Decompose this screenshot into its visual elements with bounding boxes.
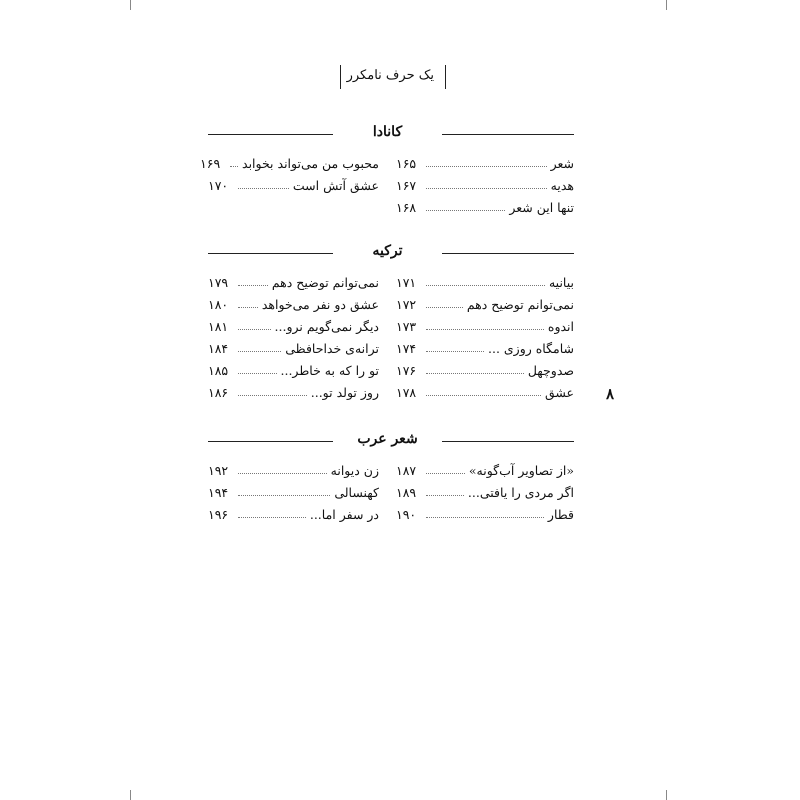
toc-entry [396, 153, 574, 171]
entry-title: عشق آتش است [292, 178, 379, 193]
dot-leader [238, 517, 306, 518]
section-title: کانادا [372, 124, 403, 140]
entry-page: ۱۷۳ [396, 319, 417, 334]
entry-page: ۱۶۹ [200, 156, 221, 171]
crop-mark [130, 0, 131, 10]
toc-entry [396, 316, 574, 334]
entry-title: «از تصاویر آب‌گونه» [468, 463, 574, 478]
entry-page: ۱۸۵ [208, 363, 229, 378]
toc-entry [200, 153, 379, 171]
heading-rule [208, 134, 333, 135]
toc-entry [396, 460, 574, 478]
dot-leader [238, 495, 330, 496]
heading-rule [208, 253, 333, 254]
entry-title: عشق دو نفر می‌خواهد [261, 297, 379, 312]
entry-title: تنها این شعر [509, 200, 574, 215]
section-heading [208, 124, 574, 144]
dot-leader [426, 188, 547, 189]
book-title: یک حرف نامکرر [346, 68, 434, 83]
dot-leader [426, 473, 465, 474]
crop-mark [666, 0, 667, 10]
toc-entry [208, 482, 379, 500]
dot-leader [426, 329, 544, 330]
crop-mark [666, 790, 667, 800]
entry-page: ۱۸۰ [208, 297, 229, 312]
entry-page: ۱۹۴ [208, 485, 229, 500]
entry-title: در سفر اما... [309, 507, 379, 522]
entry-title: قطار [547, 507, 574, 522]
toc-entry [208, 316, 379, 334]
entry-title: ترانه‌ی خداحافظی [285, 341, 379, 356]
toc-entry [396, 338, 574, 356]
entry-page: ۱۸۶ [208, 385, 229, 400]
toc-entry [396, 482, 574, 500]
heading-rule [442, 134, 574, 135]
dot-leader [238, 307, 258, 308]
entry-title: شامگاه روزی ... [488, 341, 574, 356]
entry-title: اندوه [547, 319, 574, 334]
toc-entry [396, 272, 574, 290]
toc-entry [208, 294, 379, 312]
dot-leader [426, 166, 547, 167]
toc-entry [396, 360, 574, 378]
entry-page: ۱۷۴ [396, 341, 417, 356]
toc-entry [396, 382, 574, 400]
toc-entry [208, 338, 379, 356]
header-rule-right [445, 65, 446, 89]
toc-entry [396, 197, 574, 215]
heading-rule [208, 441, 333, 442]
toc-entry [208, 360, 379, 378]
dot-leader [426, 517, 544, 518]
dot-leader [230, 166, 238, 167]
heading-rule [442, 253, 574, 254]
entry-page: ۱۷۸ [396, 385, 417, 400]
entry-page: ۱۸۹ [396, 485, 417, 500]
dot-leader [426, 210, 505, 211]
dot-leader [238, 351, 281, 352]
entry-page: ۱۶۷ [396, 178, 417, 193]
entry-page: ۱۷۱ [396, 275, 417, 290]
crop-mark [130, 790, 131, 800]
toc-entry [208, 175, 379, 193]
header-rule-left [340, 65, 341, 89]
entry-page: ۱۸۴ [208, 341, 229, 356]
toc-entry [396, 504, 574, 522]
dot-leader [426, 495, 464, 496]
entry-page: ۱۶۵ [396, 156, 417, 171]
toc-entry [208, 460, 379, 478]
entry-title: صدوچهل [527, 363, 574, 378]
page-number: ۸ [606, 385, 615, 403]
entry-title: هدیه [550, 178, 574, 193]
entry-page: ۱۷۰ [208, 178, 229, 193]
entry-page: ۱۶۸ [396, 200, 417, 215]
dot-leader [426, 285, 545, 286]
entry-title: روز تولد تو... [310, 385, 379, 400]
entry-title: عشق [544, 385, 574, 400]
entry-title: نمی‌توانم توضیح دهم [466, 297, 574, 312]
entry-title: شعر [550, 156, 574, 171]
entry-title: زن دیوانه [330, 463, 379, 478]
section-title: ترکیه [372, 243, 403, 259]
section-heading [208, 431, 574, 451]
entry-page: ۱۷۶ [396, 363, 417, 378]
dot-leader [238, 329, 271, 330]
toc-entry [208, 504, 379, 522]
entry-title: اگر مردی را یافتی... [467, 485, 574, 500]
section-heading [208, 243, 574, 263]
entry-page: ۱۷۲ [396, 297, 417, 312]
entry-page: ۱۸۷ [396, 463, 417, 478]
entry-page: ۱۸۱ [208, 319, 229, 334]
running-header [336, 63, 458, 91]
toc-entry [208, 382, 379, 400]
entry-page: ۱۹۶ [208, 507, 229, 522]
entry-page: ۱۹۲ [208, 463, 229, 478]
toc-entry [208, 272, 379, 290]
dot-leader [238, 473, 327, 474]
section-title: شعر عرب [357, 431, 418, 447]
dot-leader [238, 373, 277, 374]
entry-title: تو را که به خاطر... [280, 363, 379, 378]
dot-leader [426, 351, 484, 352]
toc-entry [396, 294, 574, 312]
dot-leader [426, 307, 463, 308]
dot-leader [426, 395, 541, 396]
toc-section-canada [200, 124, 574, 215]
entry-page: ۱۹۰ [396, 507, 417, 522]
heading-rule [442, 441, 574, 442]
entry-title: نمی‌توانم توضیح دهم [271, 275, 379, 290]
dot-leader [238, 285, 268, 286]
dot-leader [238, 395, 307, 396]
dot-leader [426, 373, 524, 374]
entry-title: کهنسالی [334, 485, 379, 500]
toc-section-turkey [208, 243, 574, 400]
dot-leader [238, 188, 289, 189]
toc-section-arab-poetry [208, 431, 574, 522]
entry-page: ۱۷۹ [208, 275, 229, 290]
entry-title: محبوب من می‌تواند بخوابد [242, 156, 379, 171]
toc-entry [396, 175, 574, 193]
entry-title: بیانیه [548, 275, 574, 290]
entry-title: دیگر نمی‌گویم نرو... [274, 319, 379, 334]
